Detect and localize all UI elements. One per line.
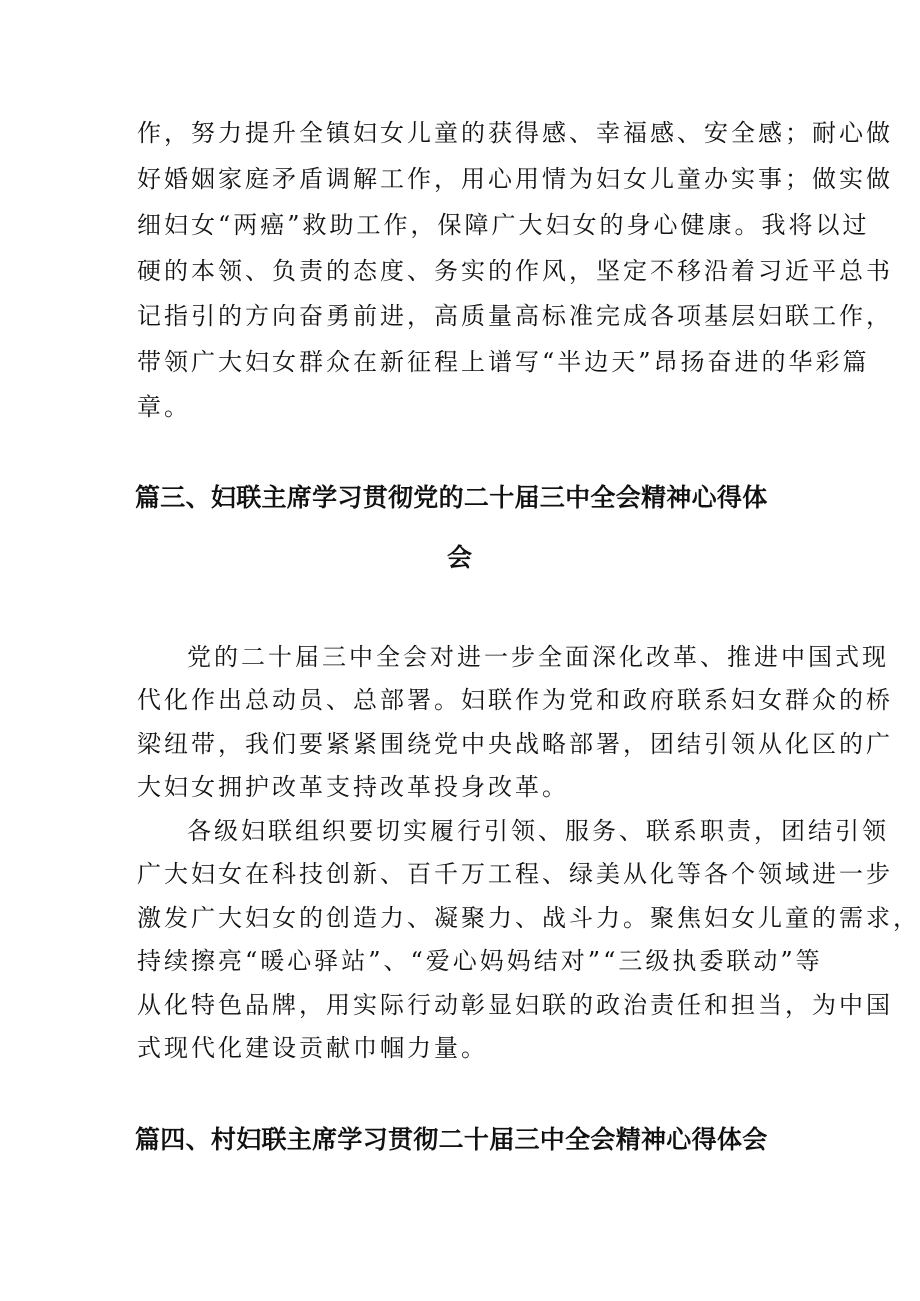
body-text-line: 持续擦亮“暖心驿站”、“爱心妈妈结对”“三级执委联动”等 <box>137 947 823 975</box>
body-text-line: 各级妇联组织要切实履行引领、服务、联系职责，团结引领 <box>187 817 889 845</box>
body-text-line: 记指引的方向奋勇前进，高质量高标准完成各项基层妇联工作， <box>137 302 893 330</box>
body-text-line: 作，努力提升全镇妇女儿童的获得感、幸福感、安全感；耐心做 <box>137 119 893 147</box>
body-text-line: 好婚姻家庭矛盾调解工作，用心用情为妇女儿童办实事；做实做 <box>137 165 893 193</box>
body-text-line: 细妇女“两癌”救助工作，保障广大妇女的身心健康。我将以过 <box>137 211 870 239</box>
body-text-line: 式现代化建设贡献巾帼力量。 <box>137 1034 488 1062</box>
section-heading: 篇三、妇联主席学习贯彻党的二十届三中全会精神心得体 <box>135 483 768 512</box>
body-text-line: 代化作出总动员、总部署。妇联作为党和政府联系妇女群众的桥 <box>137 686 893 714</box>
body-text-line: 梁纽带，我们要紧紧围绕党中央战略部署，团结引领从化区的广 <box>137 730 893 758</box>
body-text-line: 广大妇女在科技创新、百千万工程、绿美从化等各个领域进一步 <box>137 860 893 888</box>
section-heading: 篇四、村妇联主席学习贯彻二十届三中全会精神心得体会 <box>135 1125 768 1154</box>
body-text-line: 激发广大妇女的创造力、凝聚力、战斗力。聚焦妇女儿童的需求， <box>137 904 920 932</box>
body-text-line: 带领广大妇女群众在新征程上谱写“半边天”昂扬奋进的华彩篇 <box>137 348 870 376</box>
body-text-line: 章。 <box>137 393 191 421</box>
body-text-line: 党的二十届三中全会对进一步全面深化改革、推进中国式现 <box>187 643 889 671</box>
body-text-line: 大妇女拥护改革支持改革投身改革。 <box>137 773 569 801</box>
body-text-line: 硬的本领、负责的态度、务实的作风，坚定不移沿着习近平总书 <box>137 257 893 285</box>
body-text-line: 从化特色品牌，用实际行动彰显妇联的政治责任和担当，为中国 <box>137 991 893 1019</box>
section-heading-continuation: 会 <box>447 543 473 572</box>
